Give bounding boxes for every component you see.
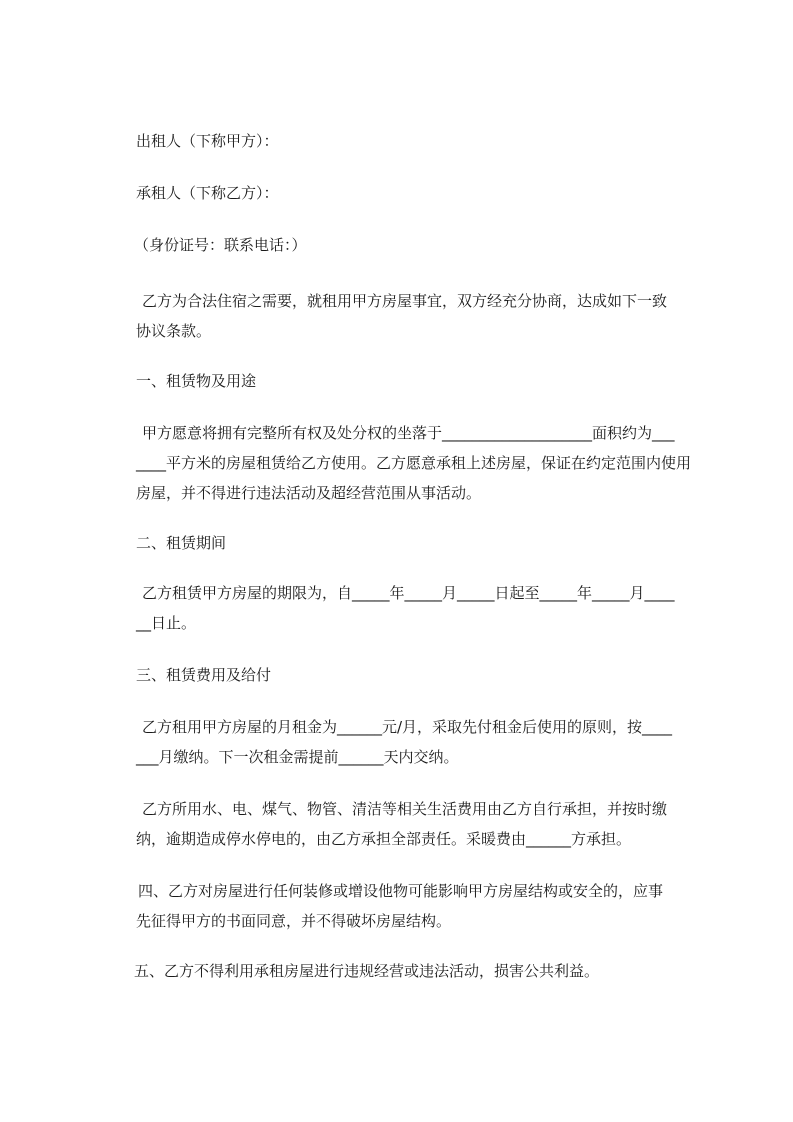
section-4-line-2: 先征得甲方的书面同意，并不得破坏房屋结构。 — [136, 912, 452, 930]
section-2-line-1: 乙方租赁甲方房屋的期限为，自_____年_____月_____日起至_____年_____月____ — [142, 584, 675, 602]
section-2-line-2: __日止。 — [136, 614, 197, 632]
section-1-line-2: ____平方米的房屋租赁给乙方使用。乙方愿意承租上述房屋，保证在约定范围内使用 — [136, 454, 692, 472]
intro-paragraph — [136, 286, 700, 346]
section-3-paragraph-2 — [136, 794, 700, 854]
section-3-p1-line-2: ___月缴纳。下一次租金需提前______天内交纳。 — [136, 748, 459, 766]
section-5-line: 五、乙方不得利用承租房屋进行违规经营或违法活动，损害公共利益。 — [134, 962, 600, 980]
section-1-title: 一、租赁物及用途 — [136, 372, 257, 390]
section-3-title: 三、租赁费用及给付 — [136, 666, 272, 684]
section-3-p2-line-1: 乙方所用水、电、煤气、物管、清洁等相关生活费用由乙方自行承担，并按时缴 — [142, 800, 668, 818]
section-3-p1-line-1: 乙方租用甲方房屋的月租金为______元/月，采取先付租金后使用的原则，按____ — [142, 718, 673, 736]
lessor-line: 出租人（下称甲方）： — [136, 132, 279, 150]
intro-line-1: 乙方为合法住宿之需要，就租用甲方房屋事宜，双方经充分协商，达成如下一致 — [142, 292, 668, 310]
section-1-line-3: 房屋，并不得进行违法活动及超经营范围从事活动。 — [136, 484, 482, 502]
section-1-line-1: 甲方愿意将拥有完整所有权及处分权的坐落于____________________面积约为___ — [142, 424, 675, 442]
section-3-paragraph-1 — [136, 712, 700, 772]
section-3-p2-line-2: 纳，逾期造成停水停电的，由乙方承担全部责任。采暖费由______方承担。 — [136, 830, 632, 848]
id-contact-line: （身份证号：联系电话：） — [134, 236, 307, 254]
section-2-paragraph — [136, 578, 700, 638]
lessee-line: 承租人（下称乙方）： — [136, 184, 279, 202]
section-4-paragraph — [136, 876, 700, 936]
section-4-line-1: 四、乙方对房屋进行任何装修或增设他物可能影响甲方房屋结构或安全的，应事 — [138, 882, 664, 900]
section-2-title: 二、租赁期间 — [136, 534, 227, 552]
intro-line-2: 协议条款。 — [136, 322, 212, 340]
section-1-paragraph — [136, 418, 700, 508]
